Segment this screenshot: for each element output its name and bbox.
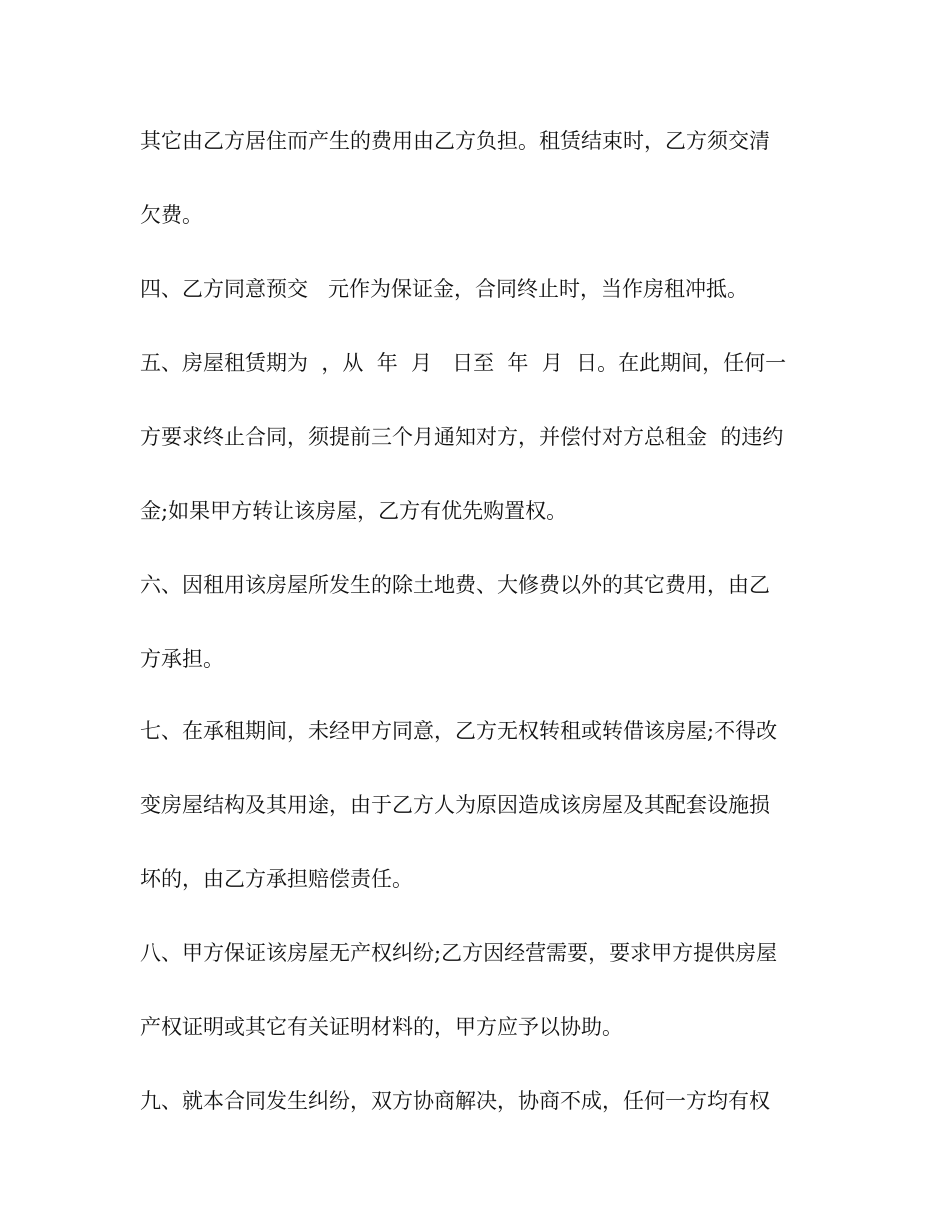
text-line: 六、因租用该房屋所发生的除土地费、大修费以外的其它费用，由乙 (140, 573, 770, 597)
text-line: 金;如果甲方转让该房屋，乙方有优先购置权。 (140, 499, 568, 523)
text-line: 九、就本合同发生纠纷，双方协商解决，协商不成，任何一方均有权 (140, 1089, 770, 1113)
text-line: 七、在承租期间，未经甲方同意，乙方无权转租或转借该房屋;不得改 (140, 719, 778, 743)
text-line: 其它由乙方居住而产生的费用由乙方负担。租赁结束时，乙方须交清 (140, 129, 770, 153)
text-line: 五、房屋租赁期为 ，从 年 月 日至 年 月 日。在此期间，任何一 (140, 351, 787, 375)
text-line: 八、甲方保证该房屋无产权纠纷;乙方因经营需要，要求甲方提供房屋 (140, 941, 778, 965)
text-line: 四、乙方同意预交 元作为保证金，合同终止时，当作房租冲抵。 (140, 277, 749, 301)
text-line: 变房屋结构及其用途，由于乙方人为原因造成该房屋及其配套设施损 (140, 793, 770, 817)
text-line: 欠费。 (140, 203, 203, 227)
text-line: 坏的，由乙方承担赔偿责任。 (140, 867, 413, 891)
text-line: 方承担。 (140, 647, 224, 671)
text-line: 方要求终止合同，须提前三个月通知对方，并偿付对方总租金 的违约 (140, 425, 784, 449)
text-line: 产权证明或其它有关证明材料的，甲方应予以协助。 (140, 1015, 623, 1039)
